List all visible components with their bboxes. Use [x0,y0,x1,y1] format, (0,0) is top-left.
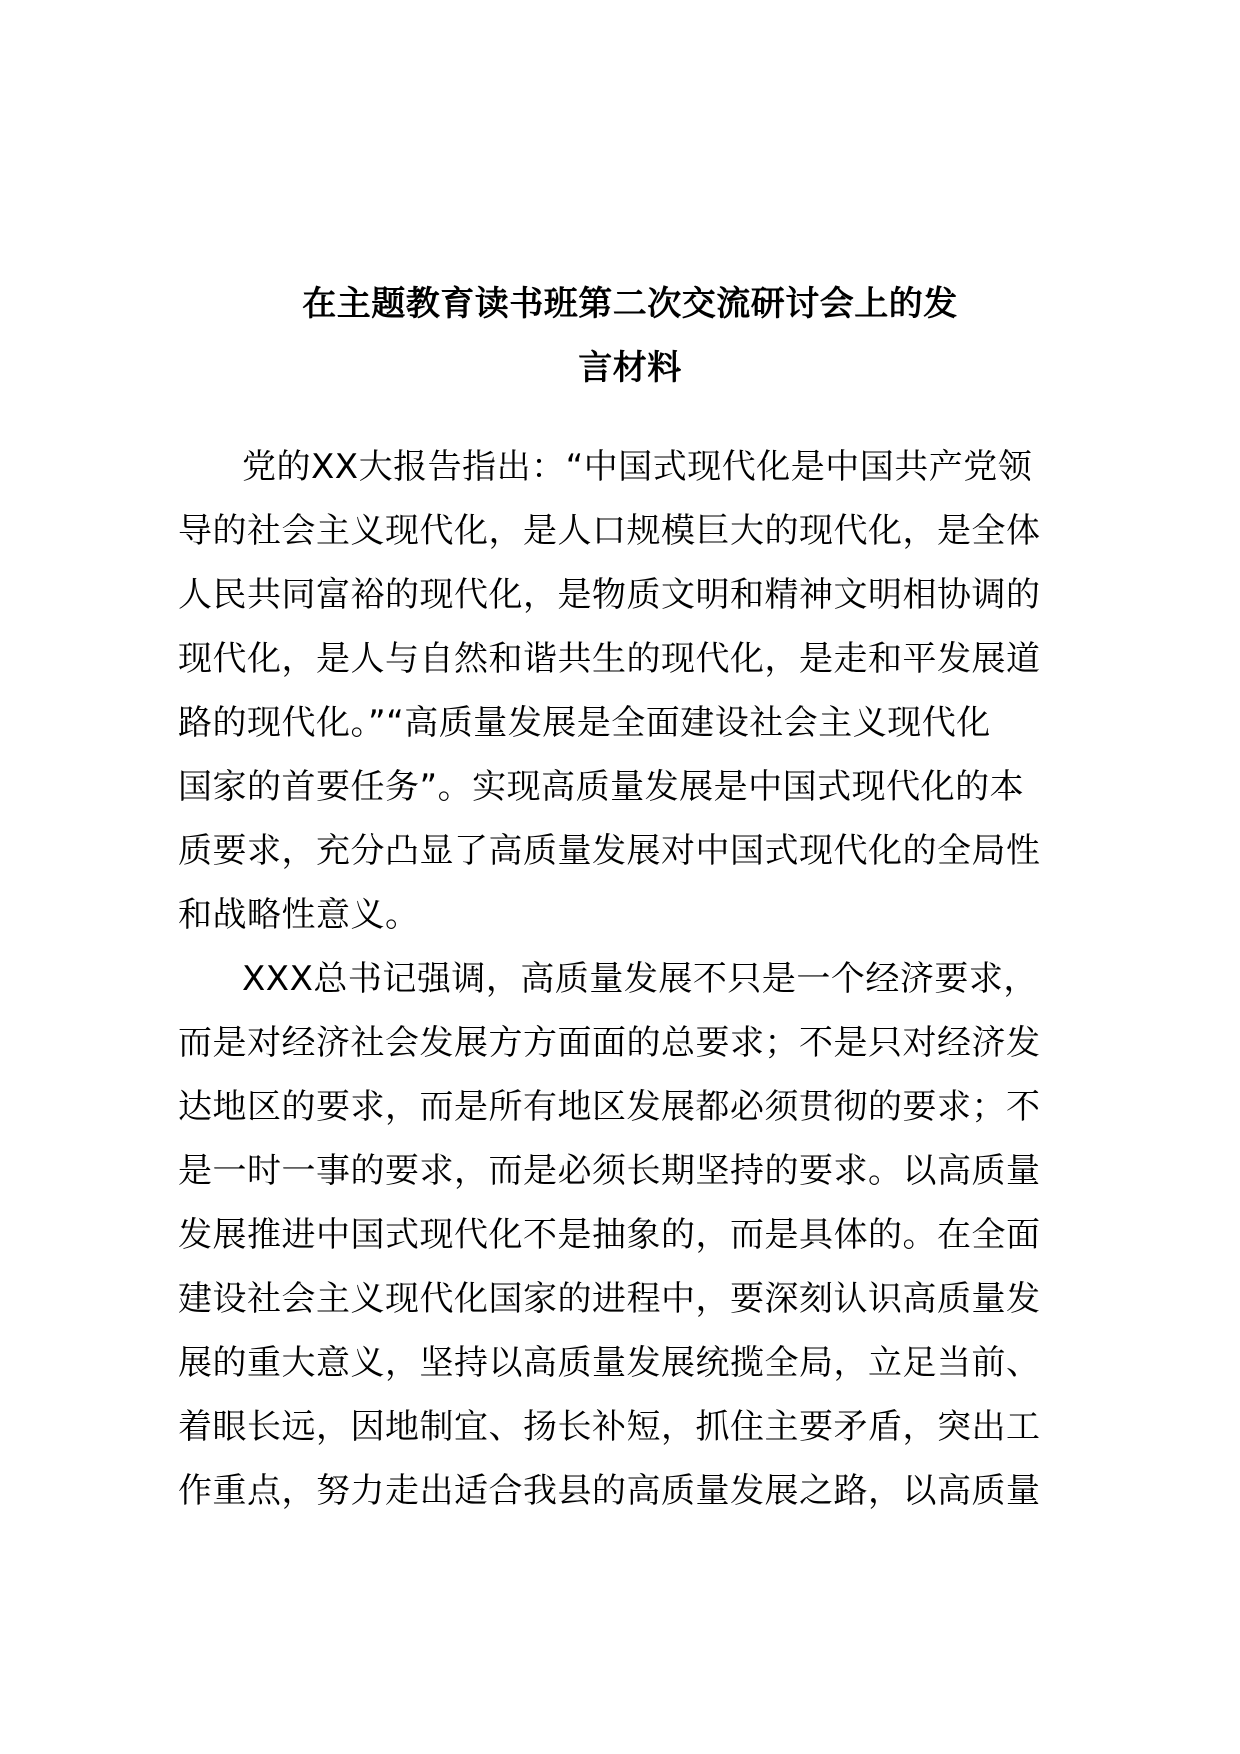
paragraph-line: 国家的首要任务”。实现高质量发展是中国式现代化的本 [178,767,1025,807]
paragraph-line: 而是对经济社会发展方方面面的总要求；不是只对经济发 [178,1023,1041,1063]
paragraph-line: 导的社会主义现代化，是人口规模巨大的现代化，是全体 [178,511,1041,551]
paragraph-line: 展的重大意义，坚持以高质量发展统揽全局，立足当前、 [178,1343,1041,1383]
document-body [178,435,1084,1523]
document-title [170,272,1090,400]
paragraph-line: 是一时一事的要求，而是必须长期坚持的要求。以高质量 [178,1151,1041,1191]
paragraph-line: 现代化，是人与自然和谐共生的现代化，是走和平发展道 [178,639,1041,679]
title-line: 言材料 [578,348,682,388]
paragraph-line: 建设社会主义现代化国家的进程中，要深刻认识高质量发 [178,1279,1041,1319]
paragraph-2 [178,947,1084,1523]
paragraph-line: 党的XX大报告指出：“中国式现代化是中国共产党领 [242,447,1033,487]
paragraph-line: 达地区的要求，而是所有地区发展都必须贯彻的要求；不 [178,1087,1041,1127]
paragraph-line: 作重点，努力走出适合我县的高质量发展之路，以高质量 [178,1471,1041,1511]
title-line: 在主题教育读书班第二次交流研讨会上的发 [302,284,958,324]
paragraph-line: 和战略性意义。 [178,895,420,935]
paragraph-1 [178,435,1084,947]
paragraph-line: 路的现代化。”“高质量发展是全面建设社会主义现代化 [178,703,991,743]
paragraph-line: XXX总书记强调，高质量发展不只是一个经济要求， [242,959,1038,999]
paragraph-line: 人民共同富裕的现代化，是物质文明和精神文明相协调的 [178,575,1041,615]
paragraph-line: 发展推进中国式现代化不是抽象的，而是具体的。在全面 [178,1215,1041,1255]
paragraph-line: 着眼长远，因地制宜、扬长补短，抓住主要矛盾，突出工 [178,1407,1041,1447]
paragraph-line: 质要求，充分凸显了高质量发展对中国式现代化的全局性 [178,831,1041,871]
